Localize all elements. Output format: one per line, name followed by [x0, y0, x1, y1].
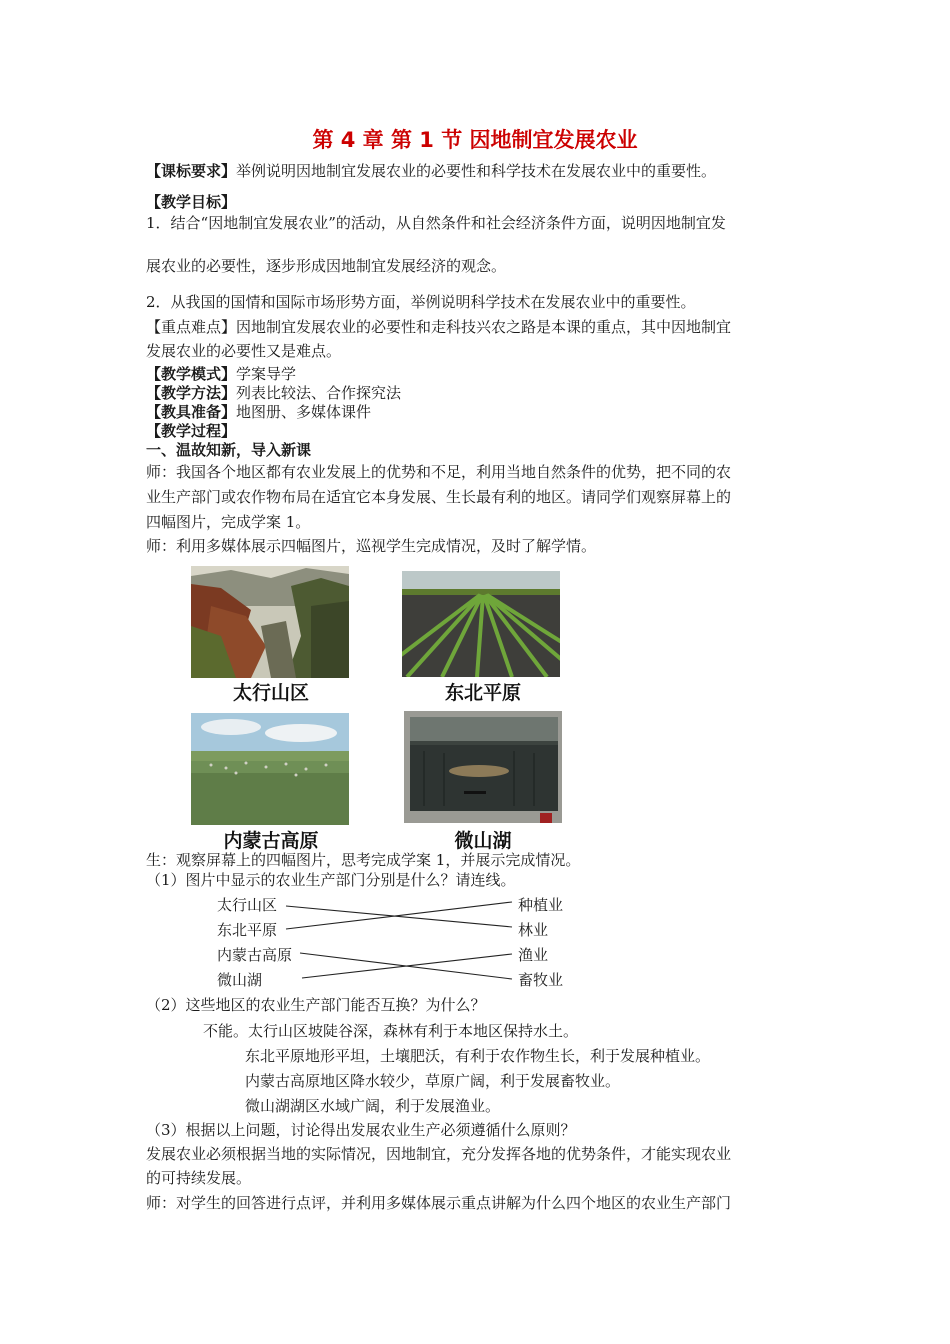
taihang-photo [191, 566, 349, 678]
caption-northeast-plain: 东北平原 [444, 682, 521, 704]
standard-line [146, 161, 716, 181]
method-label: 【教学方法】 [146, 384, 237, 402]
mode-label: 【教学模式】 [146, 365, 237, 383]
match-line-1 [286, 906, 512, 927]
caption-inner-mongolia: 内蒙古高原 [223, 830, 319, 852]
process-label: 【教学过程】 [146, 422, 237, 440]
question-3: （3）根据以上问题，讨论得出发展农业生产必须遵循什么原则？ [146, 1121, 576, 1139]
tools-text: 地图册、多媒体课件 [236, 403, 372, 421]
teacher-1-line-2: 业生产部门或农作物布局在适宜它本身发展、生长最有利的地区。请同学们观察屏幕上的 [146, 488, 732, 506]
answer-2-line-1: 不能。太行山区坡陡谷深，森林有利于本地区保持水土。 [203, 1022, 579, 1040]
objective-2: 2．从我国的国情和国际市场形势方面，举例说明科学技术在发展农业中的重要性。 [146, 293, 696, 311]
answer-3-line-1: 发展农业必须根据当地的实际情况，因地制宜，充分发挥各地的优势条件，才能实现农业 [146, 1145, 732, 1163]
method-text: 列表比较法、合作探究法 [236, 384, 402, 402]
inner-mongolia-photo [191, 713, 349, 825]
match-left-4: 微山湖 [217, 971, 263, 989]
match-lines [280, 890, 520, 995]
teacher-1-line-1: 师：我国各个地区都有农业发展上的优势和不足，利用当地自然条件的优势，把不同的农 [146, 463, 732, 481]
match-line-2 [286, 902, 512, 929]
focus-line-1 [146, 317, 731, 337]
caption-weishan-lake: 微山湖 [454, 830, 512, 852]
page-title: 第 4 章 第 1 节 因地制宜发展农业 [312, 128, 638, 152]
section-1-heading: 一、温故知新，导入新课 [146, 441, 312, 459]
teacher-3: 师：对学生的回答进行点评，并利用多媒体展示重点讲解为什么四个地区的农业生产部门 [146, 1194, 732, 1212]
match-left-3: 内蒙古高原 [217, 946, 293, 964]
focus-text: 因地制宜发展农业的必要性和走科技兴农之路是本课的重点，其中因地制宜 [236, 318, 732, 336]
match-right-4: 畜牧业 [518, 971, 564, 989]
caption-taihang: 太行山区 [232, 682, 309, 704]
match-left-2: 东北平原 [217, 921, 278, 939]
objectives-label: 【教学目标】 [146, 193, 237, 211]
student-line: 生：观察屏幕上的四幅图片，思考完成学案 1，并展示完成情况。 [146, 851, 581, 869]
focus-label: 【重点难点】 [146, 318, 237, 336]
match-right-1: 种植业 [518, 896, 564, 914]
northeast-plain-photo [402, 571, 560, 683]
weishan-lake-photo [404, 711, 562, 823]
answer-2-line-2: 东北平原地形平坦，土壤肥沃，有利于农作物生长，利于发展种植业。 [245, 1047, 711, 1065]
question-1: （1）图片中显示的农业生产部门分别是什么？请连线。 [146, 871, 516, 889]
objective-1-line-2: 展农业的必要性，逐步形成因地制宜发展经济的观念。 [146, 257, 507, 275]
match-right-2: 林业 [518, 921, 549, 939]
mode-line [146, 364, 296, 384]
match-left-1: 太行山区 [217, 896, 278, 914]
method-line [146, 383, 401, 403]
tools-line [146, 402, 371, 422]
objective-1-line-1: 1．结合“因地制宜发展农业”的活动，从自然条件和社会经济条件方面，说明因地制宜发 [146, 214, 726, 232]
focus-line-2: 发展农业的必要性又是难点。 [146, 342, 342, 360]
answer-3-line-2: 的可持续发展。 [146, 1169, 252, 1187]
answer-2-line-4: 微山湖湖区水域广阔，利于发展渔业。 [245, 1097, 501, 1115]
mode-text: 学案导学 [236, 365, 297, 383]
tools-label: 【教具准备】 [146, 403, 237, 421]
match-right-3: 渔业 [518, 946, 549, 964]
teacher-1-line-3: 四幅图片，完成学案 1。 [146, 513, 311, 531]
answer-2-line-3: 内蒙古高原地区降水较少，草原广阔，利于发展畜牧业。 [245, 1072, 621, 1090]
question-2: （2）这些地区的农业生产部门能否互换？为什么？ [146, 996, 486, 1014]
teacher-2: 师：利用多媒体展示四幅图片，巡视学生完成情况，及时了解学情。 [146, 537, 597, 555]
standard-text: 举例说明因地制宜发展农业的必要性和科学技术在发展农业中的重要性。 [236, 162, 717, 180]
standard-label: 【课标要求】 [146, 162, 237, 180]
